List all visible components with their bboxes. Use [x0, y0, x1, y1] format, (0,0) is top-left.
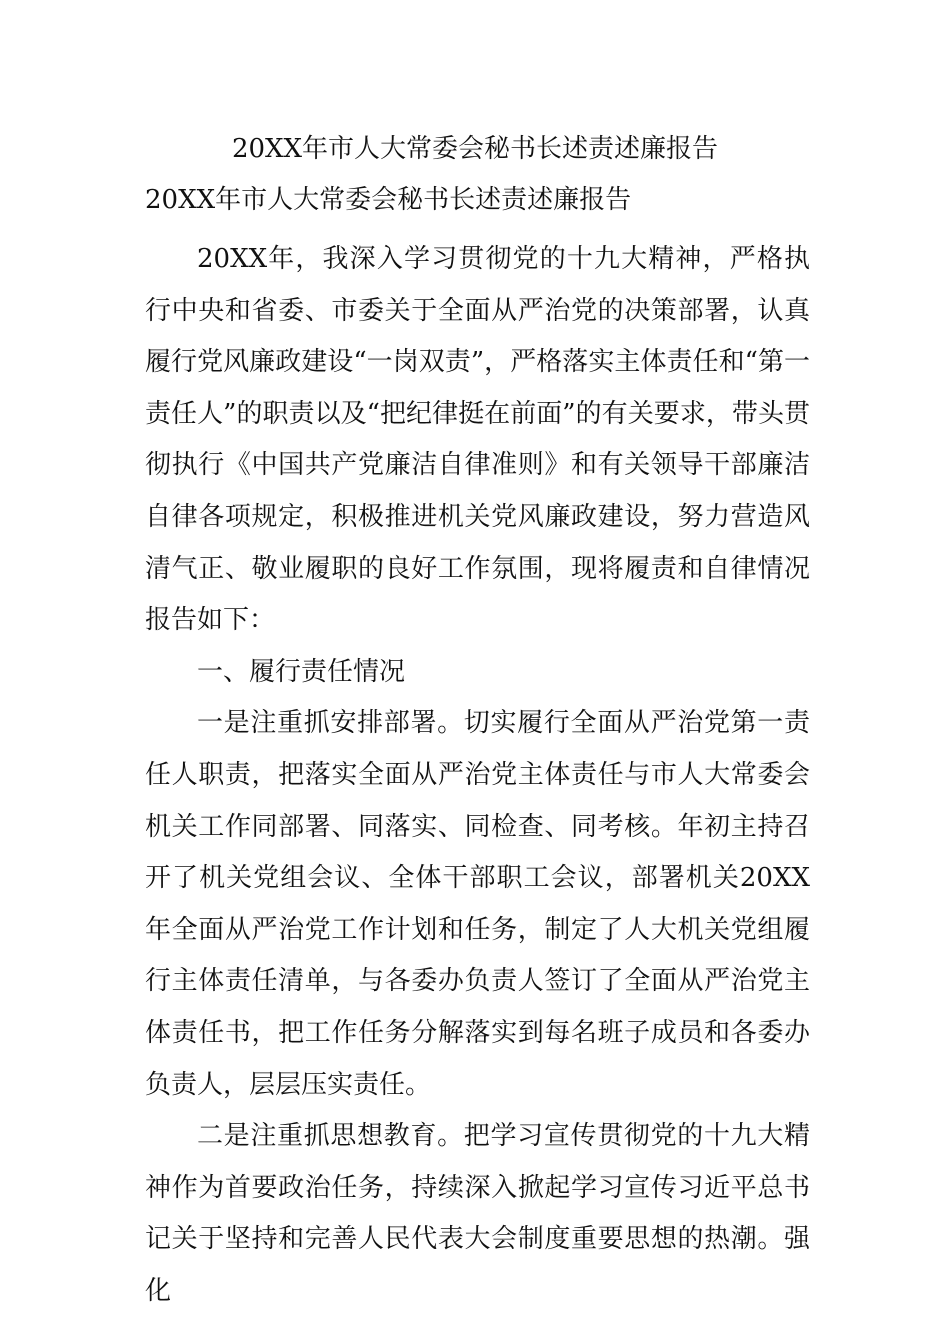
- paragraph-intro: 20XX年，我深入学习贯彻党的十九大精神，严格执行中央和省委、市委关于全面从严治党的决策部署，认真履行党风廉政建设“一岗双责”，严格落实主体责任和“第一责任人”的职责以及“把纪律挺在前面”的有关要求，带头贯彻执行《中国共产党廉洁自律准则》和有关领导干部廉洁自律各项规定，积极推进机关党风廉政建设，努力营造风清气正、敬业履职的良好工作氛围，现将履责和自律情况报告如下：: [145, 244, 810, 636]
- paragraph-second: 二是注重抓思想教育。把学习宣传贯彻党的十九大精神作为首要政治任务，持续深入掀起学习宣传习近平总书记关于坚持和完善人民代表大会制度重要思想的热潮。强化: [145, 1121, 810, 1306]
- document-title: 20XX年市人大常委会秘书长述责述廉报告: [231, 134, 719, 164]
- document-body: [145, 234, 810, 1317]
- section-heading: 一、履行责任情况: [197, 656, 406, 687]
- paragraph-first: 一是注重抓安排部署。切实履行全面从严治党第一责任人职责，把落实全面从严治党主体责任与市人大常委会机关工作同部署、同落实、同检查、同考核。年初主持召开了机关党组会议、全体干部职工会议，部署机关20XX年全面从严治党工作计划和任务，制定了人大机关党组履行主体责任清单，与各委办负责人签订了全面从严治党主体责任书，把工作任务分解落实到每名班子成员和各委办负责人，层层压实责任。: [145, 708, 810, 1100]
- document-subtitle: 20XX年市人大常委会秘书长述责述廉报告: [145, 185, 632, 215]
